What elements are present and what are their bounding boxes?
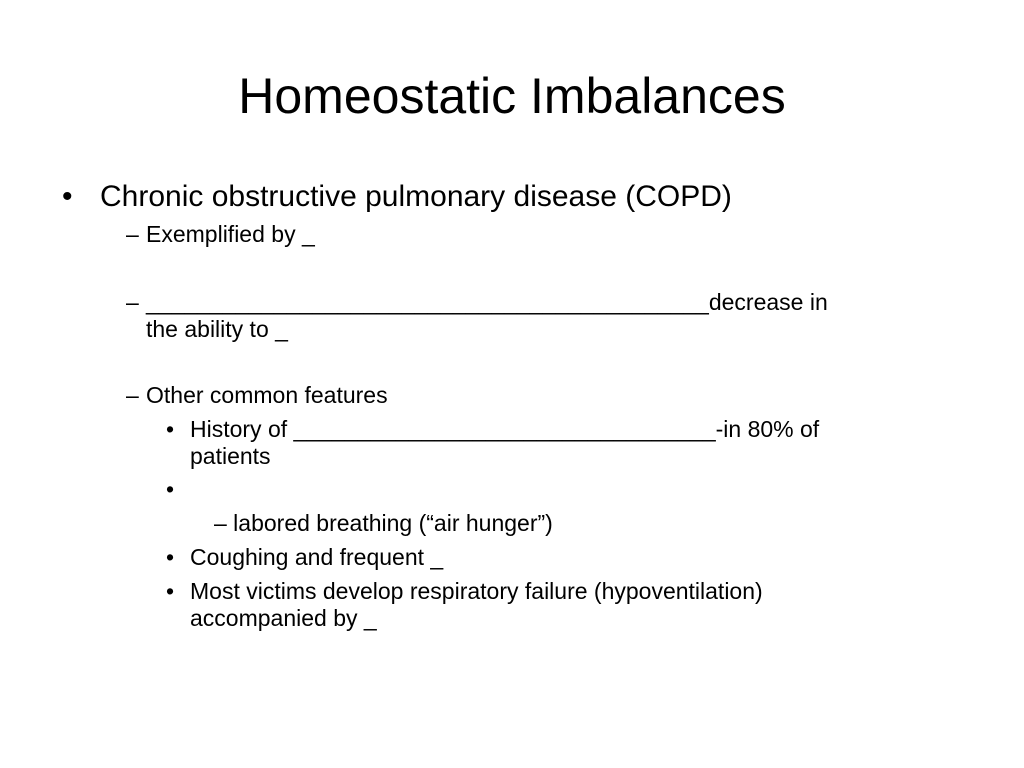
- bullet-marker: •: [166, 416, 175, 442]
- bullet-copd-text: Chronic obstructive pulmonary disease (COPD): [100, 180, 732, 213]
- dash-marker: –: [126, 221, 139, 247]
- bullet-marker: •: [166, 578, 175, 604]
- sub-bullet-decrease-line2: the ability to _: [146, 316, 288, 342]
- bullet-marker: •: [166, 476, 175, 502]
- sub-bullet-decrease-line1: ____________________________________________decrease in: [146, 289, 828, 315]
- bullet-marker: •: [166, 544, 175, 570]
- sub-bullet-other-text: Other common features: [146, 382, 388, 408]
- sub-sub-bullet-coughing-text: Coughing and frequent _: [190, 544, 444, 570]
- dash-marker: –: [126, 289, 139, 315]
- sub-sub-sub-bullet-labored-text: – labored breathing (“air hunger”): [214, 510, 553, 536]
- sub-sub-bullet-history-line2: patients: [190, 443, 271, 469]
- dash-marker: –: [126, 382, 139, 408]
- sub-sub-bullet-victims-line1: Most victims develop respiratory failure (hypoventilation): [190, 578, 763, 604]
- slide-title: Homeostatic Imbalances: [238, 68, 786, 124]
- sub-sub-bullet-history-line1: History of _________________________________-in 80% of: [190, 416, 820, 442]
- sub-sub-bullet-victims-line2: accompanied by _: [190, 605, 377, 631]
- bullet-marker: •: [62, 180, 73, 213]
- sub-bullet-exemplified-text: Exemplified by _: [146, 221, 315, 247]
